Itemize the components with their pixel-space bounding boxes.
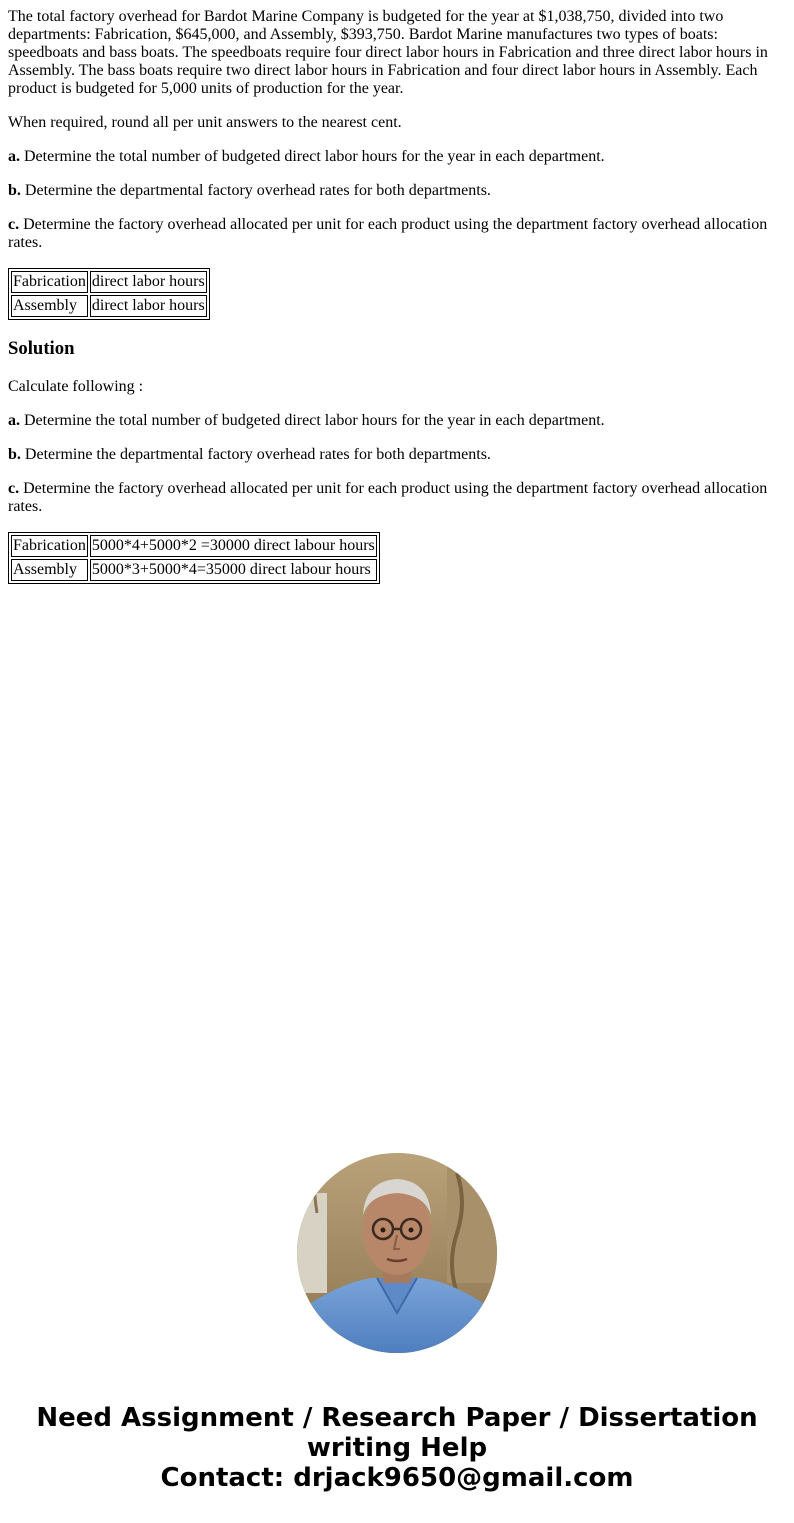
question-letter: b.: [8, 182, 21, 199]
question-text: Determine the factory overhead allocated per unit for each product using the department factory overhead allocation rates.: [8, 216, 768, 251]
question-text: Determine the total number of budgeted direct labor hours for the year in each department.: [20, 412, 605, 429]
table-cell-dept: Fabrication: [11, 535, 88, 557]
question-letter: c.: [8, 216, 20, 233]
table-cell-value: 5000*3+5000*4=35000 direct labour hours: [90, 559, 377, 581]
solution-heading: Solution: [8, 338, 75, 359]
question-text: Determine the factory overhead allocated per unit for each product using the department factory overhead allocation rates.: [8, 480, 768, 515]
solution-question-c: [8, 480, 786, 516]
tutor-avatar: [297, 1153, 497, 1353]
question-letter: c.: [8, 480, 20, 497]
rounding-note: When required, round all per unit answers to the nearest cent.: [8, 114, 402, 131]
table-cell-value: direct labor hours: [90, 295, 207, 317]
table-row: [11, 271, 207, 293]
table-cell-dept: Assembly: [11, 559, 88, 581]
solution-question-a: [8, 412, 786, 430]
question-letter: a.: [8, 412, 20, 429]
promo-line-2: writing Help: [306, 1433, 488, 1463]
question-text: Determine the departmental factory overhead rates for both departments.: [20, 182, 491, 199]
question-letter: a.: [8, 148, 20, 165]
table-row: [11, 535, 377, 557]
question-text: Determine the total number of budgeted direct labor hours for the year in each department.: [20, 148, 605, 165]
table-cell-dept: Fabrication: [11, 271, 88, 293]
promo-banner: [0, 1403, 794, 1493]
question-text: Determine the departmental factory overhead rates for both departments.: [20, 446, 491, 463]
question-c: [8, 216, 786, 252]
promo-contact: Contact: drjack9650@gmail.com: [160, 1463, 634, 1493]
table-cell-value: 5000*4+5000*2 =30000 direct labour hours: [90, 535, 377, 557]
question-b: [8, 182, 786, 200]
table-cell-dept: Assembly: [11, 295, 88, 317]
promo-line-1: Need Assignment / Research Paper / Dissertation: [36, 1403, 758, 1433]
table-cell-value: direct labor hours: [90, 271, 207, 293]
table-row: [11, 559, 377, 581]
solution-question-b: [8, 446, 786, 464]
problem-intro: The total factory overhead for Bardot Marine Company is budgeted for the year at $1,038,750, divided into two departments: Fabrication, $645,000, and Assembly, $393,750. Bardot Marine manufactures two types of boats: speedboats and bass boats. The speedboats require four direct labor hours in Fabrication and three direct labor hours in Assembly. The bass boats require two direct labor hours in Fabrication and four direct labor hours in Assembly. Each product is budgeted for 5,000 units of production for the year.: [8, 8, 768, 97]
problem-table: [8, 268, 210, 320]
question-letter: b.: [8, 446, 21, 463]
solution-lead: Calculate following :: [8, 378, 144, 395]
table-row: [11, 295, 207, 317]
tutor-portrait-image: [297, 1153, 497, 1353]
question-a: [8, 148, 786, 166]
solution-table: [8, 532, 380, 584]
document-body: [8, 8, 786, 600]
